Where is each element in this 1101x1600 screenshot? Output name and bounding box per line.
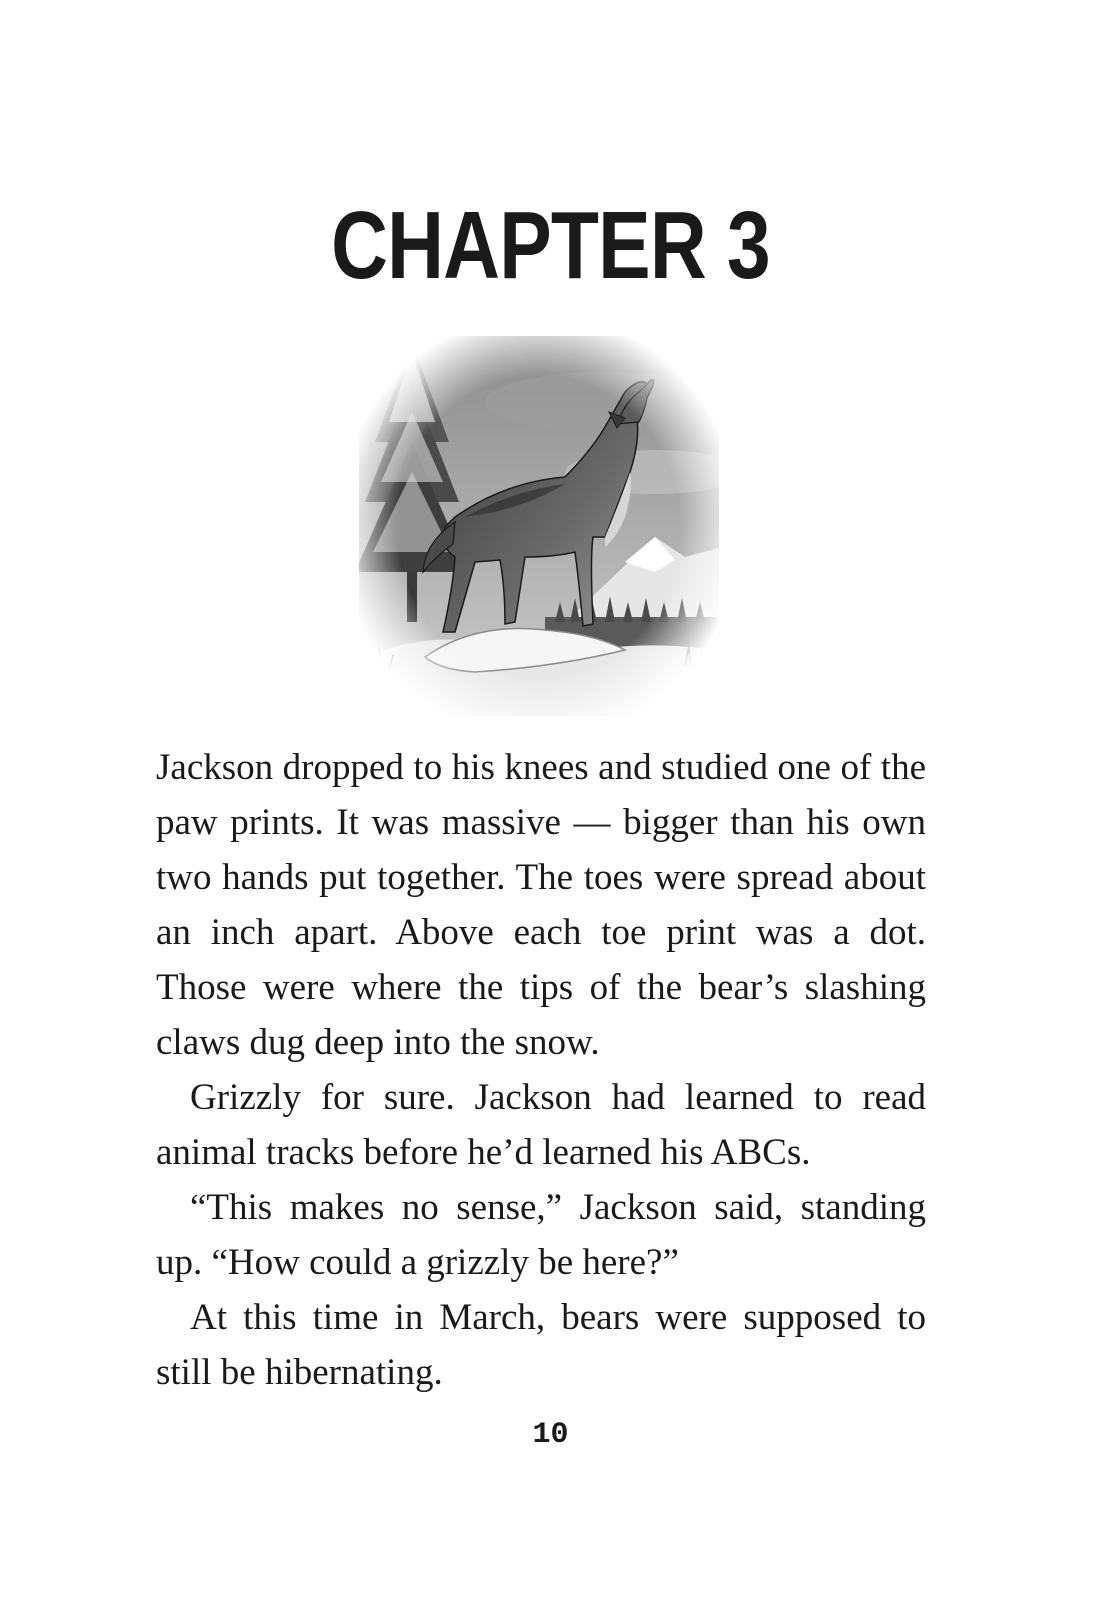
- paragraph-2: Grizzly for sure. Jackson had learned to read animal tracks before he’d learned his ABCs.: [156, 1077, 926, 1173]
- howling-wolf-illustration: [355, 332, 723, 722]
- paragraph-4: At this time in March, bears were supposed to still be hibernating.: [156, 1297, 926, 1393]
- paragraph-1: Jackson dropped to his knees and studied one of the paw prints. It was massive — bigger than his own two hands put together. The toes were spread about an inch apart. Above each toe print was a dot. Those were where the tips of the bear’s slashing claws dug deep into the snow.: [156, 747, 926, 1063]
- page-number: 10: [532, 1418, 569, 1452]
- chapter-title: CHAPTER 3: [331, 192, 770, 299]
- paragraph-3: “This makes no sense,” Jackson said, standing up. “How could a grizzly be here?”: [156, 1187, 926, 1283]
- chapter-body: [156, 740, 926, 1400]
